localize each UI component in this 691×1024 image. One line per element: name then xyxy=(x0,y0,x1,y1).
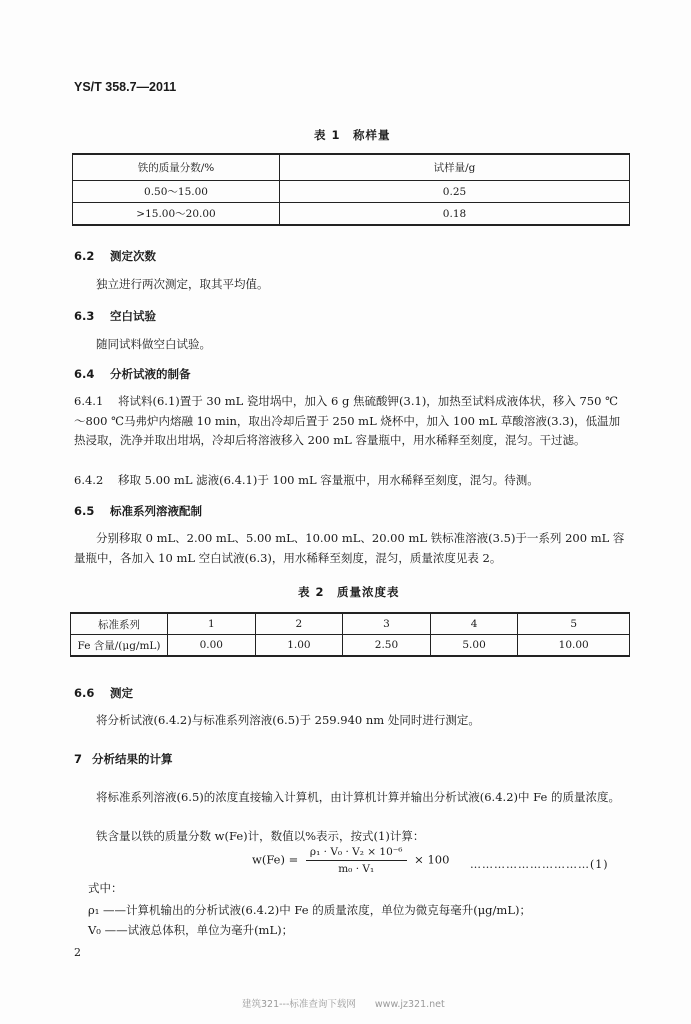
table-cell: 5.00 xyxy=(430,635,518,657)
table-cell: 2.50 xyxy=(343,635,431,657)
table-row xyxy=(71,613,630,635)
paragraph-text: 将试料(6.1)置于 30 mL 瓷坩埚中，加入 6 g 焦硫酸钾(3.1)，加热至试料成液体状，移入 750 ℃～800 ℃马弗炉内熔融 10 min，取出冷却后置于 250 mL 烧杯中，加入 100 mL 草酸溶液(3.3)，低温加热浸取，洗净并取出坩埚，冷却后将溶液移入 200 mL 容量瓶中，用水稀释至刻度，混匀。干过滤。 xyxy=(74,394,621,447)
table-header-cell: 标准系列 xyxy=(71,613,168,635)
table1-caption: 表 1 称样量 xyxy=(314,128,391,142)
section-number: 6.3 xyxy=(74,309,95,323)
paragraph: 分别移取 0 mL、2.00 mL、5.00 mL、10.00 mL、20.00 mL 铁标准溶液(3.5)于一系列 200 mL 容量瓶中，各加入 10 mL 空白试液(6.3)，用水稀释至刻度，混匀，质量浓度见表 2。 xyxy=(74,531,625,565)
table-cell: 3 xyxy=(343,613,431,635)
mass-concentration-table xyxy=(70,612,630,657)
chapter-heading xyxy=(74,751,173,767)
section-heading xyxy=(74,308,156,324)
formula-1 xyxy=(252,846,449,875)
table-cell: 4 xyxy=(430,613,518,635)
section-heading xyxy=(74,503,202,519)
paragraph-6-4-2 xyxy=(74,471,628,491)
formula-rhs: × 100 xyxy=(414,852,450,867)
table-cell: 1 xyxy=(168,613,256,635)
table-cell: 10.00 xyxy=(518,635,630,657)
where-item: V₀ ——试液总体积，单位为毫升(mL)； xyxy=(88,923,294,937)
table-row xyxy=(71,635,630,657)
table-cell: >15.00～20.00 xyxy=(73,203,280,226)
paragraph: 将标准系列溶液(6.5)的浓度直接输入计算机，由计算机计算并输出分析试液(6.4.2)中 Fe 的质量浓度。 xyxy=(96,790,620,804)
section-title: 分析试液的制备 xyxy=(110,367,191,381)
paragraph-text: 移取 5.00 mL 滤液(6.4.1)于 100 mL 容量瓶中，用水稀释至刻度，混匀。待测。 xyxy=(118,473,539,487)
where-label: 式中： xyxy=(88,881,123,895)
paragraph: 独立进行两次测定，取其平均值。 xyxy=(96,277,269,291)
formula-lhs: w(Fe) = xyxy=(252,852,299,867)
section-title: 测定次数 xyxy=(110,249,156,263)
watermark: 建筑321---标准查询下载网 www.jz321.net xyxy=(242,999,445,1010)
table-cell: 0.50～15.00 xyxy=(73,181,280,203)
section-title: 标准系列溶液配制 xyxy=(110,504,202,518)
section-number: 6.6 xyxy=(74,686,95,700)
section-title: 分析结果的计算 xyxy=(92,752,173,766)
section-number: 6.5 xyxy=(74,504,95,518)
paragraph-6-4-1 xyxy=(74,392,628,451)
formula-numerator: ρ₁ · V₀ · V₂ × 10⁻⁶ xyxy=(306,846,407,861)
table-header-cell: Fe 含量/(μg/mL) xyxy=(71,635,168,657)
paragraph: 将分析试液(6.4.2)与标准系列溶液(6.5)于 259.940 nm 处同时进行测定。 xyxy=(96,713,480,727)
section-number: 6.4.1 xyxy=(74,394,104,408)
section-heading xyxy=(74,366,191,382)
table-row xyxy=(73,154,630,181)
table-header-cell: 试样量/g xyxy=(280,154,630,181)
table-cell: 0.25 xyxy=(280,181,630,203)
paragraph: 铁含量以铁的质量分数 w(Fe)计，数值以%表示，按式(1)计算： xyxy=(96,829,425,843)
table-row xyxy=(73,181,630,203)
formula-tag: …………………………(1) xyxy=(470,858,609,871)
section-title: 空白试验 xyxy=(110,309,156,323)
section-number: 6.4 xyxy=(74,367,95,381)
paragraph: 随同试料做空白试验。 xyxy=(96,337,211,351)
table2-caption: 表 2 质量浓度表 xyxy=(298,585,400,599)
section-number: 6.4.2 xyxy=(74,473,104,487)
table-cell: 2 xyxy=(255,613,343,635)
where-item: ρ₁ ——计算机输出的分析试液(6.4.2)中 Fe 的质量浓度，单位为微克每毫升(μg/mL)； xyxy=(88,903,531,917)
sample-mass-table xyxy=(72,153,630,226)
table-cell: 5 xyxy=(518,613,630,635)
table-cell: 1.00 xyxy=(255,635,343,657)
page-number: 2 xyxy=(74,946,81,959)
formula-fraction xyxy=(306,846,407,875)
formula-denominator: m₀ · V₁ xyxy=(338,863,375,875)
table-header-cell: 铁的质量分数/% xyxy=(73,154,280,181)
table-row xyxy=(73,203,630,226)
section-number: 7 xyxy=(74,752,83,766)
section-heading xyxy=(74,685,133,701)
table-cell: 0.00 xyxy=(168,635,256,657)
standard-number: YS/T 358.7—2011 xyxy=(74,80,177,94)
section-heading xyxy=(74,248,156,264)
table-cell: 0.18 xyxy=(280,203,630,226)
section-title: 测定 xyxy=(110,686,133,700)
section-number: 6.2 xyxy=(74,249,95,263)
